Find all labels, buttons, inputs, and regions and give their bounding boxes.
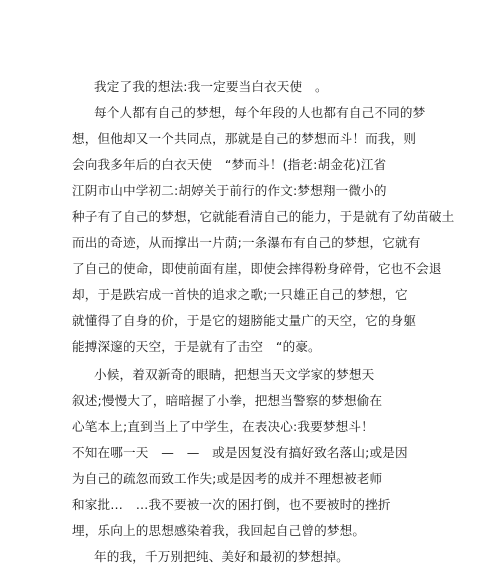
text-line-4: 会向我多年后的白衣天使 “梦而斗！(指老:胡金花)江省: [72, 157, 387, 172]
text-line-17: 和家批… …我不要被一次的困打倒，也不要被时的挫折: [72, 497, 391, 512]
text-line-11: 能搏深邃的天空，于是就有了击空 “的豪。: [72, 339, 321, 354]
text-line-3: 想，但他却又一个共同点，那就是自己的梦想而斗！而我，则: [72, 131, 417, 146]
text-line-19: 年的我，千万别把纯、美好和最初的梦想掉。: [94, 549, 349, 564]
text-line-7: 而出的奇迹，从而撑出一片荫;一条瀑布有自己的梦想，它就有: [72, 235, 421, 250]
text-line-1: 我定了我的想法:我一定要当白衣天使 。: [94, 79, 328, 94]
text-line-6: 种子有了自己的梦想，它就能看清自己的能力，于是就有了幼苗破土: [72, 209, 455, 224]
text-line-8: 了自己的使命，即使前面有崖，即使会摔得粉身碎骨，它也不会退: [72, 261, 442, 276]
text-line-9: 却，于是跌宕成一首快的追求之歌;一只雄正自己的梦想，它: [72, 287, 408, 302]
text-line-13: 叙述;慢慢大了，暗暗握了小拳，把想当警察的梦想偷在: [72, 393, 383, 408]
text-line-5: 江阴市山中学初二:胡婷关于前行的作文:梦想翔一微小的: [72, 183, 387, 198]
text-line-18: 埋，乐向上的思想感染着我，我回起自己曾的梦想。: [72, 523, 366, 538]
text-line-16: 为自己的疏忽而致工作失;或是因考的成并不理想被老师: [72, 471, 383, 486]
text-line-10: 就懂得了自身的价，于是它的翅膀能丈量广的天空，它的身躯: [72, 313, 417, 328]
text-line-15: 不知在哪一天 — — 或是因复没有搞好致名落山;或是因: [72, 445, 408, 460]
text-line-14: 心笔本上;直到当上了中学生，在表决心:我要梦想斗！: [72, 419, 374, 434]
text-line-12: 小候，着双新奇的眼睛，把想当天文学家的梦想天: [94, 367, 375, 382]
text-line-2: 每个人都有自己的梦想，每个年段的人也都有自己不同的梦: [94, 105, 426, 120]
